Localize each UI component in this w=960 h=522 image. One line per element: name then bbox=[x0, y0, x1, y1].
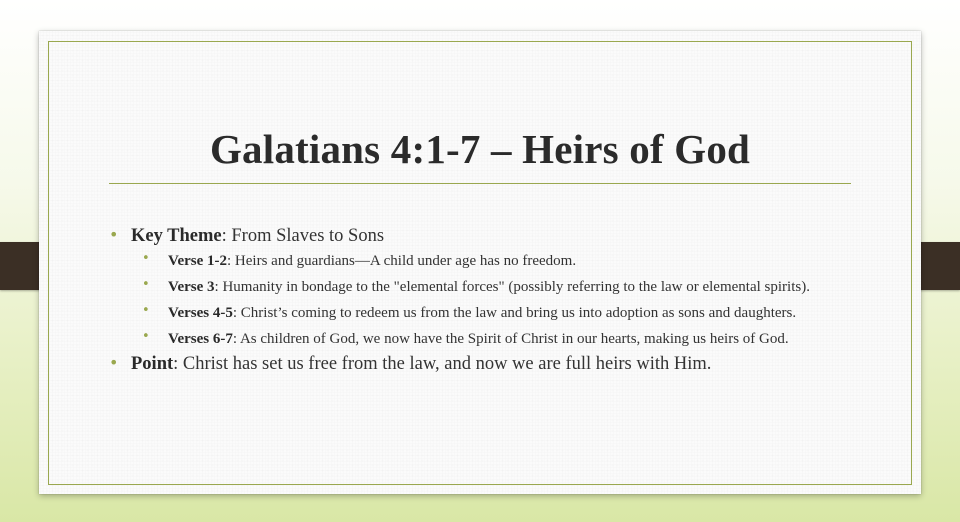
sub-bullet-verses-4-5 bbox=[109, 305, 849, 321]
sub-bullet-verse-3 bbox=[109, 279, 849, 295]
sub-bullet-term: Verse 3 bbox=[168, 279, 215, 295]
bullet-icon: • bbox=[109, 353, 119, 372]
bullet-point bbox=[109, 353, 849, 375]
bullet-text: : Christ has set us free from the law, and now we are full heirs with Him. bbox=[173, 354, 712, 374]
slide-content bbox=[109, 225, 849, 375]
bullet-icon: • bbox=[109, 225, 119, 244]
bullet-key-theme bbox=[109, 225, 849, 247]
sub-bullet-term: Verses 4-5 bbox=[168, 305, 233, 321]
slide-card bbox=[39, 31, 921, 494]
sub-bullet-term: Verse 1-2 bbox=[168, 253, 228, 269]
bullet-term: Key Theme bbox=[131, 226, 222, 246]
bullet-text: : From Slaves to Sons bbox=[221, 226, 385, 246]
bullet-term: Point bbox=[131, 354, 174, 374]
slide-title: Galatians 4:1-7 – Heirs of God bbox=[209, 126, 751, 172]
sub-bullet-text: : Heirs and guardians—A child under age has no freedom. bbox=[227, 253, 577, 269]
sub-bullet-verses-6-7 bbox=[109, 331, 849, 347]
bullet-icon: • bbox=[142, 329, 150, 344]
sub-bullet-text: : Humanity in bondage to the "elemental forces" (possibly referring to the law or elemental spirits). bbox=[214, 279, 810, 295]
sub-bullet-term: Verses 6-7 bbox=[168, 331, 233, 347]
bullet-icon: • bbox=[142, 251, 150, 266]
bullet-icon: • bbox=[142, 303, 150, 318]
title-divider bbox=[109, 183, 851, 184]
sub-bullet-text: : As children of God, we now have the Spirit of Christ in our hearts, making us heirs of God. bbox=[232, 331, 789, 347]
sub-bullet-verse-1-2 bbox=[109, 253, 849, 269]
bullet-icon: • bbox=[142, 277, 150, 292]
sub-bullet-text: : Christ’s coming to redeem us from the law and bring us into adoption as sons and daughters. bbox=[232, 305, 797, 321]
